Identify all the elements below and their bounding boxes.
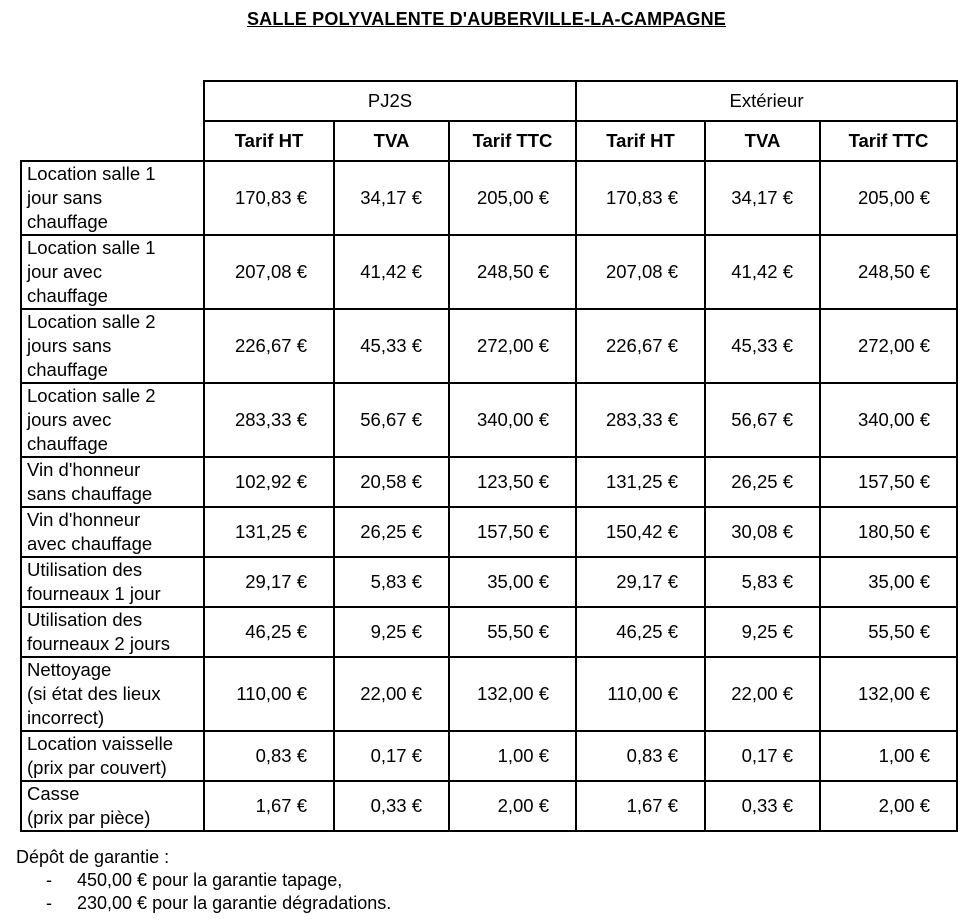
row-label-line: chauffage — [27, 359, 108, 380]
table-row — [21, 607, 957, 657]
row-label — [21, 781, 204, 831]
price-cell: 35,00 € — [449, 557, 576, 607]
row-label-line: Casse — [27, 783, 80, 804]
price-cell: 110,00 € — [576, 657, 705, 731]
price-cell: 26,25 € — [705, 457, 820, 507]
price-cell: 9,25 € — [334, 607, 449, 657]
row-label-line: Location salle 2 — [27, 311, 156, 332]
row-label-line: Utilisation des — [27, 609, 143, 630]
page-title: SALLE POLYVALENTE D'AUBERVILLE-LA-CAMPAGNE — [246, 9, 727, 29]
price-cell: 1,67 € — [576, 781, 705, 831]
deposit-heading: Dépôt de garantie : — [16, 847, 170, 867]
price-cell: 226,67 € — [576, 309, 705, 383]
row-label-line: (si état des lieux — [27, 683, 161, 704]
price-cell: 55,50 € — [449, 607, 576, 657]
deposit-item-text: 450,00 € pour la garantie tapage, — [77, 870, 343, 890]
price-cell: 131,25 € — [204, 507, 334, 557]
price-cell: 248,50 € — [449, 235, 576, 309]
row-label-line: sans chauffage — [27, 483, 153, 504]
column-header-tva: TVA — [334, 121, 449, 161]
row-label-line: (prix par couvert) — [27, 757, 167, 778]
row-label-line: incorrect) — [27, 707, 105, 728]
row-label-line: fourneaux 2 jours — [27, 633, 170, 654]
price-cell: 56,67 € — [334, 383, 449, 457]
price-cell: 207,08 € — [204, 235, 334, 309]
row-label-line: Location salle 2 — [27, 385, 156, 406]
list-dash: - — [46, 893, 52, 913]
row-label-line: Location vaisselle — [27, 733, 174, 754]
price-cell: 272,00 € — [820, 309, 957, 383]
row-label-line: jour avec — [27, 261, 103, 282]
column-header-tarif-ttc: Tarif TTC — [449, 121, 576, 161]
row-label — [21, 457, 204, 507]
price-cell: 0,17 € — [334, 731, 449, 781]
row-label-line: jours avec — [27, 409, 112, 430]
table-row — [21, 383, 957, 457]
table-row — [21, 657, 957, 731]
deposit-section — [16, 846, 391, 915]
row-label-line: Vin d'honneur — [27, 459, 141, 480]
price-cell: 205,00 € — [449, 161, 576, 235]
column-header-tarif-ht: Tarif HT — [204, 121, 334, 161]
price-cell: 30,08 € — [705, 507, 820, 557]
tariff-table — [20, 80, 958, 832]
table-row — [21, 161, 957, 235]
row-label — [21, 557, 204, 607]
empty-corner-cell — [21, 81, 204, 121]
row-label — [21, 235, 204, 309]
price-cell: 41,42 € — [334, 235, 449, 309]
row-label-line: Location salle 1 — [27, 163, 156, 184]
price-cell: 45,33 € — [705, 309, 820, 383]
list-dash: - — [46, 870, 52, 890]
price-cell: 34,17 € — [334, 161, 449, 235]
deposit-item — [16, 892, 391, 915]
price-cell: 26,25 € — [334, 507, 449, 557]
price-cell: 35,00 € — [820, 557, 957, 607]
price-cell: 157,50 € — [820, 457, 957, 507]
price-cell: 20,58 € — [334, 457, 449, 507]
price-cell: 123,50 € — [449, 457, 576, 507]
price-cell: 102,92 € — [204, 457, 334, 507]
row-label-line: jour sans — [27, 187, 103, 208]
row-label-line: (prix par pièce) — [27, 807, 151, 828]
group-header-exterieur: Extérieur — [576, 81, 957, 121]
row-label — [21, 383, 204, 457]
price-cell: 272,00 € — [449, 309, 576, 383]
price-cell: 46,25 € — [204, 607, 334, 657]
price-cell: 29,17 € — [576, 557, 705, 607]
column-header-tarif-ht: Tarif HT — [576, 121, 705, 161]
price-cell: 2,00 € — [449, 781, 576, 831]
table-row — [21, 557, 957, 607]
price-cell: 132,00 € — [820, 657, 957, 731]
price-cell: 1,00 € — [820, 731, 957, 781]
row-label — [21, 161, 204, 235]
row-label-line: fourneaux 1 jour — [27, 583, 161, 604]
price-cell: 131,25 € — [576, 457, 705, 507]
table-row — [21, 731, 957, 781]
price-cell: 5,83 € — [334, 557, 449, 607]
price-cell: 22,00 € — [705, 657, 820, 731]
row-label — [21, 657, 204, 731]
price-cell: 55,50 € — [820, 607, 957, 657]
price-cell: 170,83 € — [576, 161, 705, 235]
table-row — [21, 781, 957, 831]
price-cell: 9,25 € — [705, 607, 820, 657]
row-label-line: Location salle 1 — [27, 237, 156, 258]
deposit-item-text: 230,00 € pour la garantie dégradations. — [77, 893, 392, 913]
price-cell: 1,00 € — [449, 731, 576, 781]
column-header-tarif-ttc: Tarif TTC — [820, 121, 957, 161]
table-row — [21, 309, 957, 383]
row-label-line: Utilisation des — [27, 559, 143, 580]
price-cell: 34,17 € — [705, 161, 820, 235]
row-label-line: chauffage — [27, 433, 108, 454]
price-cell: 56,67 € — [705, 383, 820, 457]
price-cell: 0,83 € — [576, 731, 705, 781]
price-cell: 207,08 € — [576, 235, 705, 309]
row-label-line: Vin d'honneur — [27, 509, 141, 530]
price-cell: 132,00 € — [449, 657, 576, 731]
row-label-line: avec chauffage — [27, 533, 153, 554]
row-label — [21, 731, 204, 781]
price-cell: 1,67 € — [204, 781, 334, 831]
table-row — [21, 457, 957, 507]
price-cell: 340,00 € — [820, 383, 957, 457]
table-row — [21, 235, 957, 309]
empty-corner-cell — [21, 121, 204, 161]
price-cell: 205,00 € — [820, 161, 957, 235]
price-cell: 46,25 € — [576, 607, 705, 657]
row-label — [21, 309, 204, 383]
price-cell: 340,00 € — [449, 383, 576, 457]
price-cell: 45,33 € — [334, 309, 449, 383]
row-label — [21, 507, 204, 557]
price-cell: 2,00 € — [820, 781, 957, 831]
price-cell: 29,17 € — [204, 557, 334, 607]
price-cell: 157,50 € — [449, 507, 576, 557]
price-cell: 0,33 € — [705, 781, 820, 831]
group-header-pj2s: PJ2S — [204, 81, 576, 121]
row-label — [21, 607, 204, 657]
price-cell: 180,50 € — [820, 507, 957, 557]
price-cell: 0,83 € — [204, 731, 334, 781]
price-cell: 110,00 € — [204, 657, 334, 731]
price-cell: 248,50 € — [820, 235, 957, 309]
table-row — [21, 507, 957, 557]
price-cell: 170,83 € — [204, 161, 334, 235]
row-label-line: chauffage — [27, 211, 108, 232]
price-cell: 22,00 € — [334, 657, 449, 731]
column-header-tva: TVA — [705, 121, 820, 161]
price-cell: 283,33 € — [576, 383, 705, 457]
price-cell: 150,42 € — [576, 507, 705, 557]
price-cell: 0,17 € — [705, 731, 820, 781]
row-label-line: Nettoyage — [27, 659, 112, 680]
price-cell: 226,67 € — [204, 309, 334, 383]
deposit-item — [16, 869, 391, 892]
row-label-line: chauffage — [27, 285, 108, 306]
price-cell: 5,83 € — [705, 557, 820, 607]
price-cell: 0,33 € — [334, 781, 449, 831]
price-cell: 283,33 € — [204, 383, 334, 457]
price-cell: 41,42 € — [705, 235, 820, 309]
row-label-line: jours sans — [27, 335, 112, 356]
